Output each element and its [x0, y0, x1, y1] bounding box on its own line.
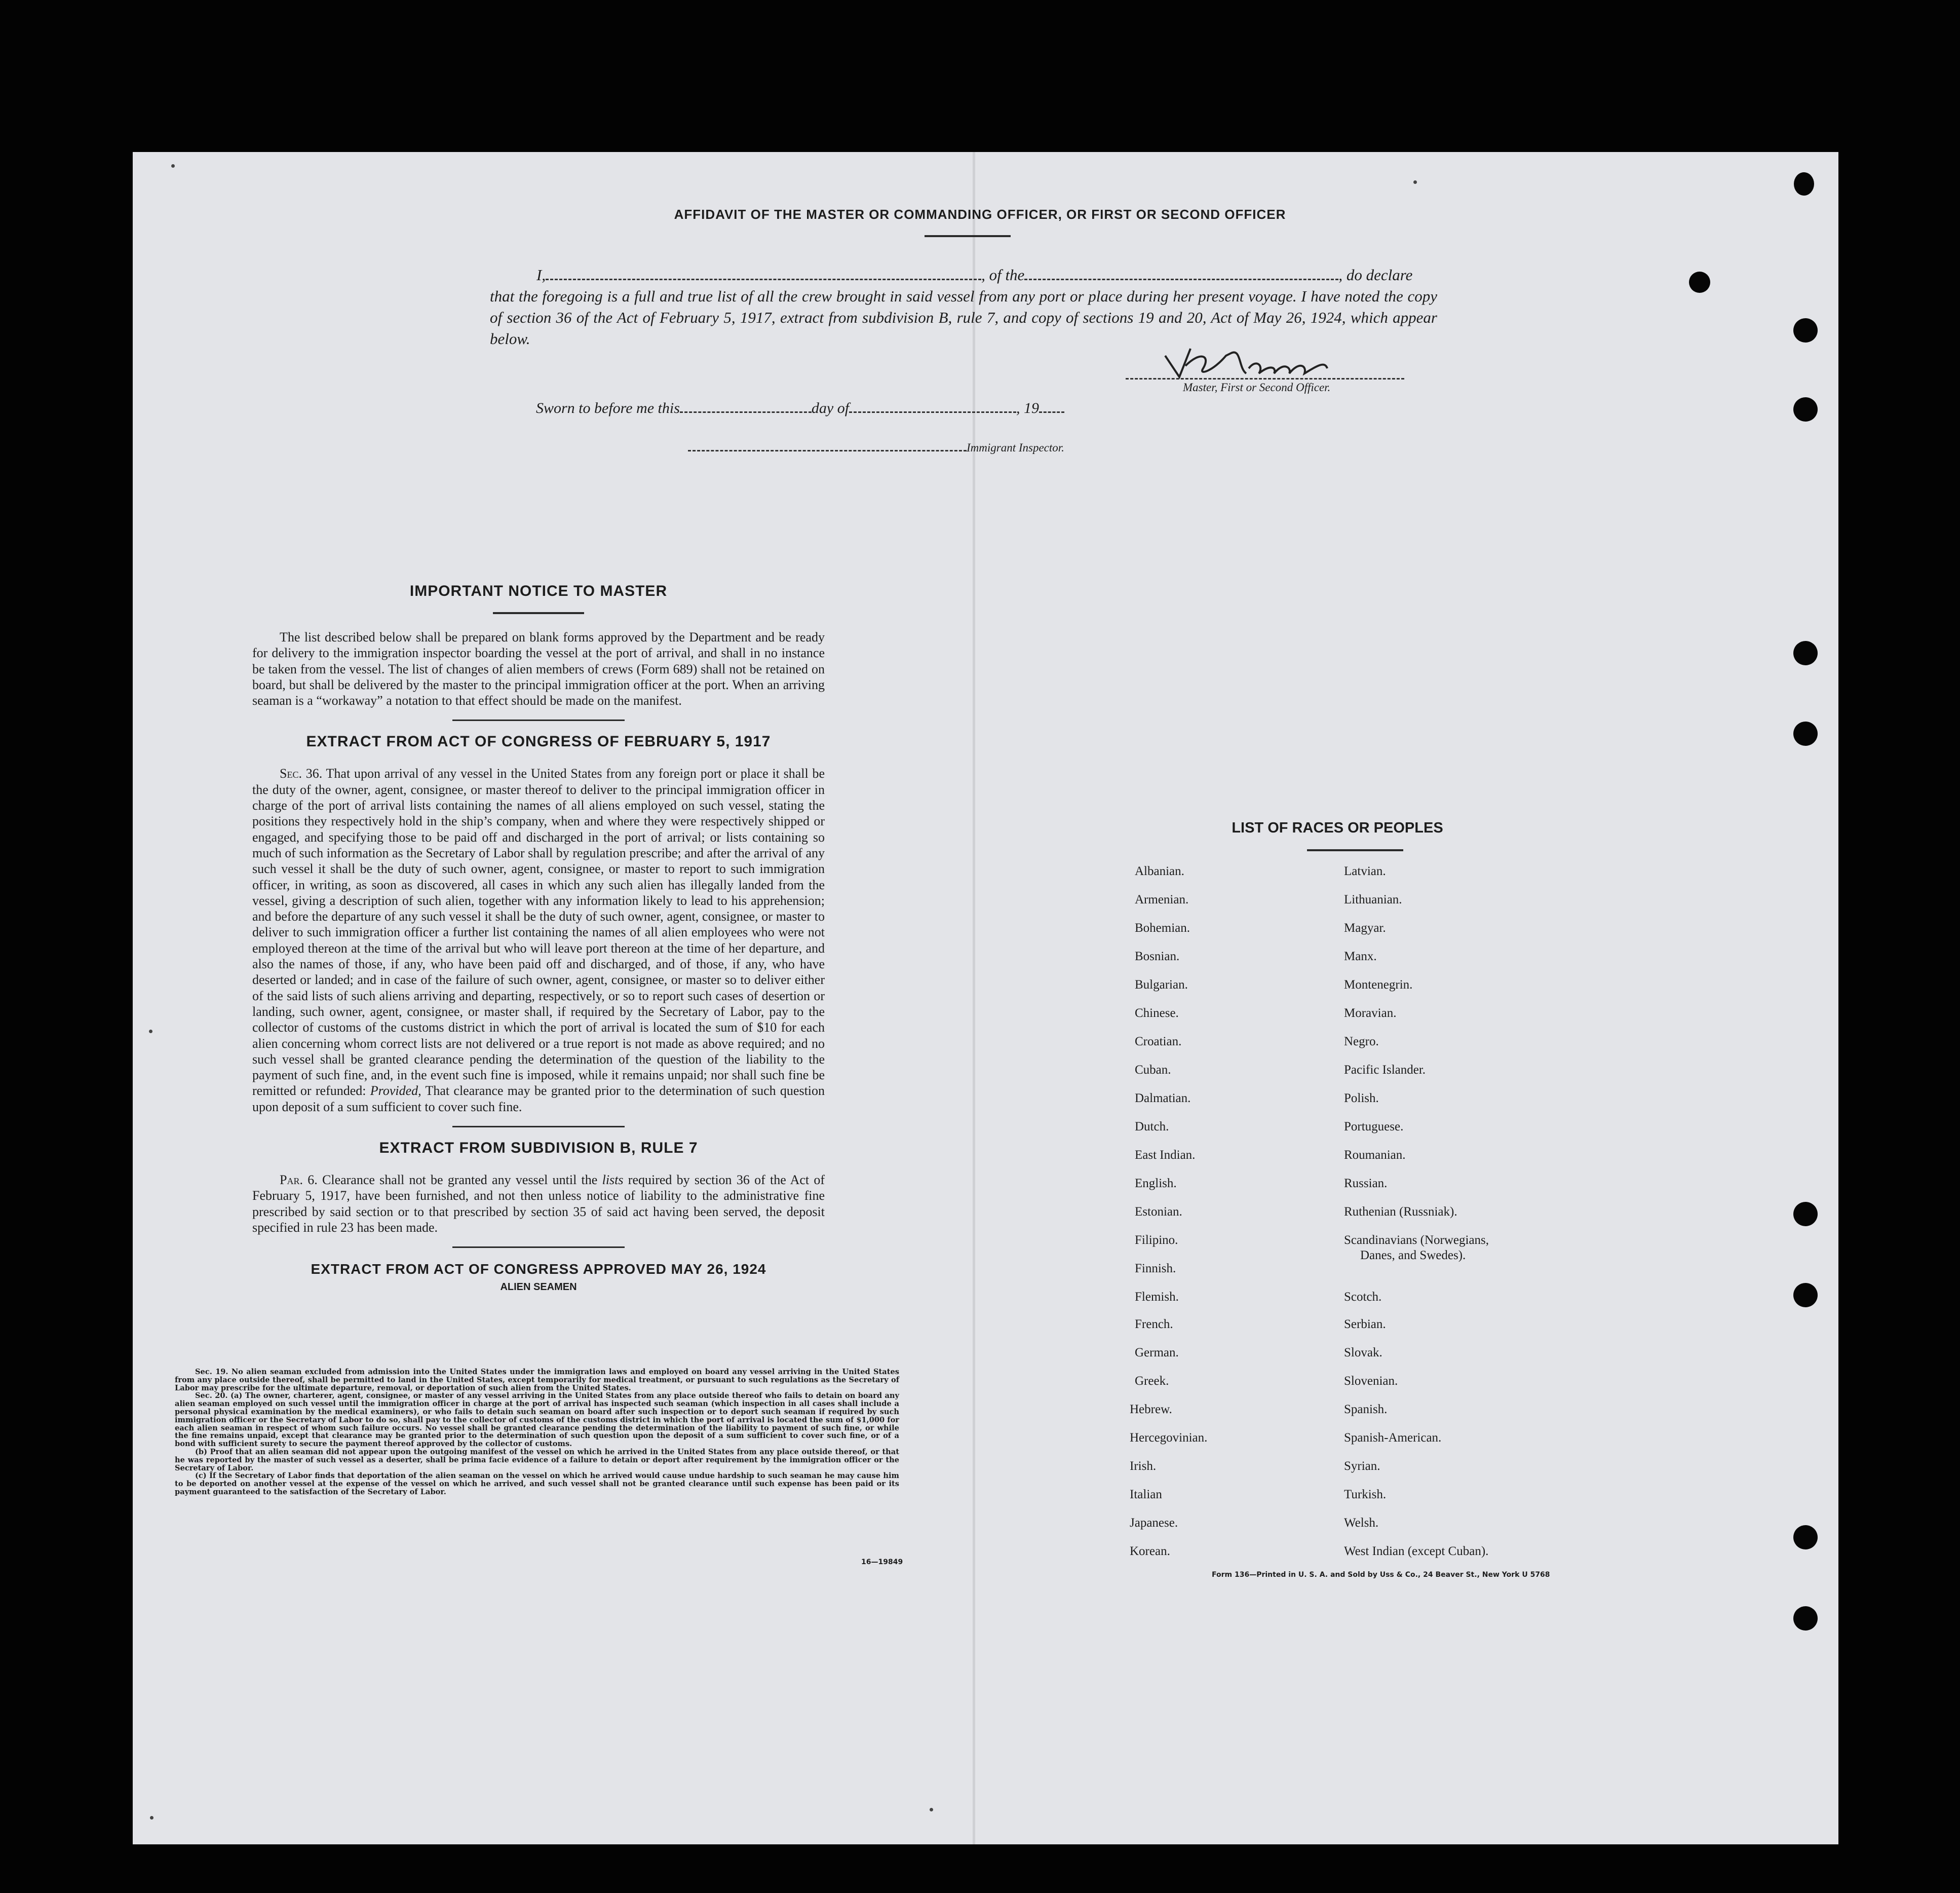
sworn-day-label: day of — [811, 400, 850, 417]
month-blank[interactable] — [849, 398, 1016, 413]
name-blank[interactable] — [546, 266, 981, 280]
race-item: Cuban. — [1135, 1063, 1171, 1077]
race-item: Turkish. — [1344, 1488, 1387, 1501]
race-item: Serbian. — [1344, 1317, 1386, 1331]
race-item: Hebrew. — [1130, 1403, 1172, 1416]
par-label: Par. 6. — [280, 1172, 318, 1188]
race-item: Greek. — [1135, 1374, 1169, 1388]
statement-text: that the foregoing is a full and true list of all the crew brought in said vessel from any port or place during her present voyage. I have noted the copy of section 36 of the Act of February 5, 1917, extract from subdivision B, rule 7, and copy of sections 19 and 20, Act of May 26, 1924, which appear below. — [490, 287, 1437, 348]
sec20b-text: (b) Proof that an alien seaman did not appear upon the outgoing manifest of the vessel on which he arrived in the United States from any place outside thereof, or that he was reported by the master of such vessel as a deserter, shall be prima facie evidence of a failure to detain or deport after requirement by the immigration officer or the Secretary of Labor. — [175, 1447, 899, 1472]
speck — [150, 1816, 153, 1820]
race-item: West Indian (except Cuban). — [1344, 1544, 1489, 1558]
section-label: Sec. 36. — [280, 766, 323, 781]
race-item: Magyar. — [1344, 921, 1386, 935]
of-the-label: , of the — [981, 266, 1025, 284]
race-item: Bohemian. — [1135, 921, 1190, 935]
title-underline — [925, 235, 1011, 237]
act-1924-body — [175, 1368, 899, 1496]
divider — [452, 720, 625, 721]
day-blank[interactable] — [680, 398, 812, 413]
act-1924-title: EXTRACT FROM ACT OF CONGRESS APPROVED MAY 26, 1924 — [311, 1261, 766, 1277]
notice-title: IMPORTANT NOTICE TO MASTER — [409, 583, 668, 599]
races-title-underline — [1307, 849, 1403, 851]
sec20-label: Sec. 20. — [195, 1391, 228, 1400]
act-1917-title: EXTRACT FROM ACT OF CONGRESS OF FEBRUARY 5, 1917 — [306, 733, 771, 750]
sworn-year-label: , 19 — [1016, 400, 1040, 417]
punch-hole — [1793, 641, 1818, 665]
punch-hole — [1793, 1606, 1818, 1631]
inspector-label: Immigrant Inspector. — [967, 441, 1064, 454]
race-item: East Indian. — [1135, 1148, 1196, 1162]
race-item: Estonian. — [1135, 1205, 1182, 1219]
sec19-text: No alien seaman excluded from admission into the United States under the immigration laws and employed on board any vessel arriving in the United States from any place outside thereof, shall be permitted to land in the United States, except temporarily for medical treatment, or pursuant to such regulations as the Secretary of Labor may prescribe for the ultimate departure, removal, or deportation of such alien from the United States. — [175, 1368, 899, 1392]
race-item: Welsh. — [1344, 1516, 1379, 1530]
race-item: Armenian. — [1135, 893, 1189, 906]
alien-seamen-subtitle: ALIEN SEAMEN — [500, 1281, 577, 1293]
act-1917-body: That upon arrival of any vessel in the United States from any foreign port or place it shall be the duty of the owner, agent, consignee, or master thereof to deliver to the principal immigration officer in charge of the port of arrival lists containing the names of all aliens employed on such vessel, stating the positions they respectively hold in the ship’s company, when and where they were respectively shipped or engaged, and specifying those to be paid off and discharged in the port of arrival; or lists containing so much of such information as the Secretary of Labor shall by regulation prescribe; and after the arrival of any such vessel it shall be the duty of such owner, agent, consignee, or master to report to such immigration officer, in writing, as soon as discovered, all cases in which any such alien has illegally landed from the vessel, giving a description of such alien, together with any information likely to lead to his apprehension; and before the departure of any such vessel it shall be the duty of such owner, agent, consignee, or master to deliver to such immigration officer a further list containing the names of all alien employees who were not employed thereon at the time of the arrival but who will leave port thereon at the time of her departure, and also the names of those, if any, who have been paid off and discharged, and of those, if any, who have deserted or landed; and in case of the failure of such owner, agent, consignee, or master so to deliver either of the said lists of such aliens arriving and departing, respectively, or so to report such cases of desertion or landing, such owner, agent, consignee, or master shall, if required by the Secretary of Labor, pay to the collector of customs of the customs district in which the port of arrival is located the sum of $10 for each alien concerning whom correct lists are not delivered or a true report is not made as above required; and no such vessel shall be granted clearance pending the determination of the question of the liability to the payment of such fine, and, in the event such fine is imposed, while it remains unpaid; nor shall such fine be remitted or refunded: — [252, 766, 825, 1099]
race-item: Danes, and Swedes). — [1360, 1248, 1466, 1262]
race-item: Pacific Islander. — [1344, 1063, 1426, 1077]
act-1917-text — [252, 766, 825, 1115]
race-item: Filipino. — [1135, 1233, 1178, 1247]
punch-hole — [1793, 1283, 1818, 1307]
race-item: Dutch. — [1135, 1120, 1169, 1133]
punch-hole — [1793, 318, 1818, 343]
inspector-blank[interactable] — [688, 441, 967, 451]
race-item: Polish. — [1344, 1091, 1379, 1105]
divider — [452, 1126, 625, 1127]
divider — [452, 1246, 625, 1248]
sworn-prefix: Sworn to before me this — [536, 400, 680, 417]
rule7-text-a: Clearance shall not be granted any vessel until the — [322, 1172, 598, 1188]
left-column — [252, 583, 825, 1297]
sec20a-paragraph — [175, 1392, 899, 1448]
race-item: Hercegovinian. — [1130, 1431, 1208, 1445]
sec20a-text: (a) The owner, charterer, agent, consignee, or master of any vessel arriving in the United States from any place outside thereof who fails to detain on board any alien seaman employed on such vessel until the immigration officer in charge at the port of arrival has inspected such seaman (which inspection in all cases shall include a personal physical examination by the medical examiners), or who fails to detain such seaman on board after such inspection or to deport such seaman if required by such immigration officer or the Secretary of Labor to do so, shall pay to the collector of customs of the customs district in which the port of arrival is located the sum of $1,000 for each alien seaman in respect of whom such failure occurs. No vessel shall be granted clearance pending the determination of the liability to payment of such fine, or while the fine remains unpaid, except that clearance may be granted prior to the determination of such question upon the deposit of a sum sufficient to cover such fine, or of a bond with sufficient surety to secure the payment thereof approved by the collector of customs. — [175, 1391, 899, 1449]
divider — [493, 612, 584, 614]
race-item: Irish. — [1130, 1459, 1157, 1473]
race-item: Croatian. — [1135, 1035, 1182, 1048]
race-item: French. — [1135, 1317, 1173, 1331]
speck — [149, 1030, 152, 1033]
proviso-text: That clearance may be granted prior to the determination of such question upon deposit of a sum sufficient to cover such fine. — [252, 1083, 825, 1114]
race-item: Spanish-American. — [1344, 1431, 1442, 1445]
race-item: Russian. — [1344, 1177, 1388, 1190]
race-item: Korean. — [1130, 1544, 1170, 1558]
punch-hole — [1794, 172, 1814, 196]
year-blank[interactable] — [1039, 398, 1064, 413]
race-item: Moravian. — [1344, 1006, 1397, 1020]
punch-hole — [1793, 722, 1818, 746]
punch-hole — [1689, 272, 1710, 293]
race-item: Albanian. — [1135, 864, 1184, 878]
race-item: Slovenian. — [1344, 1374, 1398, 1388]
do-declare-label: , do declare — [1338, 266, 1413, 284]
sworn-line — [536, 398, 1064, 417]
speck — [930, 1808, 933, 1811]
affidavit-statement — [490, 264, 1437, 350]
race-item: Scotch. — [1344, 1290, 1382, 1304]
race-item: Ruthenian (Russniak). — [1344, 1205, 1457, 1219]
form-number: 16—19849 — [861, 1558, 903, 1566]
race-item: Finnish. — [1135, 1262, 1176, 1275]
races-title: LIST OF RACES OR PEOPLES — [1232, 820, 1443, 836]
signature-line[interactable] — [1126, 378, 1404, 380]
race-item: Flemish. — [1135, 1290, 1179, 1304]
i-label: I, — [536, 266, 546, 284]
race-item: Negro. — [1344, 1035, 1379, 1048]
rule7-text-b: required by section 36 of the Act of February 5, 1917, have been furnished, and not then unless notice of liability to the administrative fine prescribed by said section or to that prescribed by section 35 of said act having been served, the deposit specified in rule 23 has been made. — [252, 1172, 825, 1235]
inspector-line — [688, 441, 1064, 455]
printer-line: Form 136—Printed in U. S. A. and Sold by Uss & Co., 24 Beaver St., New York U 5768 — [1212, 1571, 1550, 1579]
race-item: Bosnian. — [1135, 950, 1180, 963]
proviso-word: Provided, — [370, 1083, 421, 1099]
race-item: Scandinavians (Norwegians, — [1344, 1233, 1489, 1247]
sec19-paragraph — [175, 1368, 899, 1392]
notice-text: The list described below shall be prepared on blank forms approved by the Department and be ready for delivery to the immigration inspector boarding the vessel at the port of arrival, and shall in no instance be taken from the vessel. The list of changes of alien members of crews (Form 689) shall not be retained on board, but shall be delivered by the master to the principal immigration officer at the port. When an arriving seaman is a “workaway” a notation to that effect should be made on the manifest. — [252, 630, 825, 708]
rule7-text — [252, 1172, 825, 1235]
race-item: Syrian. — [1344, 1459, 1380, 1473]
race-item: Roumanian. — [1344, 1148, 1406, 1162]
race-item: Latvian. — [1344, 864, 1386, 878]
race-item: English. — [1135, 1177, 1177, 1190]
punch-hole — [1793, 1525, 1818, 1549]
race-item: Manx. — [1344, 950, 1377, 963]
race-item: Lithuanian. — [1344, 893, 1402, 906]
punch-hole — [1793, 1202, 1818, 1226]
race-item: German. — [1135, 1346, 1179, 1359]
race-item: Montenegrin. — [1344, 978, 1413, 992]
race-item: Spanish. — [1344, 1403, 1388, 1416]
vessel-blank[interactable] — [1024, 266, 1338, 280]
speck — [171, 164, 175, 168]
speck — [1413, 180, 1417, 184]
signature-mark — [1155, 346, 1378, 386]
rule7-title: EXTRACT FROM SUBDIVISION B, RULE 7 — [379, 1140, 698, 1157]
punch-hole — [1793, 397, 1818, 422]
race-item: Japanese. — [1130, 1516, 1178, 1530]
race-item: Portuguese. — [1344, 1120, 1404, 1133]
race-item: Slovak. — [1344, 1346, 1382, 1359]
race-item: Chinese. — [1135, 1006, 1179, 1020]
lists-word: lists — [602, 1172, 624, 1188]
affidavit-title: AFFIDAVIT OF THE MASTER OR COMMANDING OFFICER, OR FIRST OR SECOND OFFICER — [674, 207, 1286, 222]
race-item: Dalmatian. — [1135, 1091, 1191, 1105]
signature-label: Master, First or Second Officer. — [1183, 381, 1331, 394]
sec19-label: Sec. 19. — [195, 1368, 228, 1376]
race-item: Italian — [1130, 1488, 1162, 1501]
race-item: Bulgarian. — [1135, 978, 1188, 992]
sec20c-text: (c) If the Secretary of Labor finds that deportation of the alien seaman on the vessel on which he arrived would cause undue hardship to such seaman he may cause him to be deported on another vessel at the expense of the vessel on which he arrived, and such vessel shall not be granted clearance until such expense has been paid or its payment guaranteed to the satisfaction of the Secretary of Labor. — [175, 1471, 899, 1496]
